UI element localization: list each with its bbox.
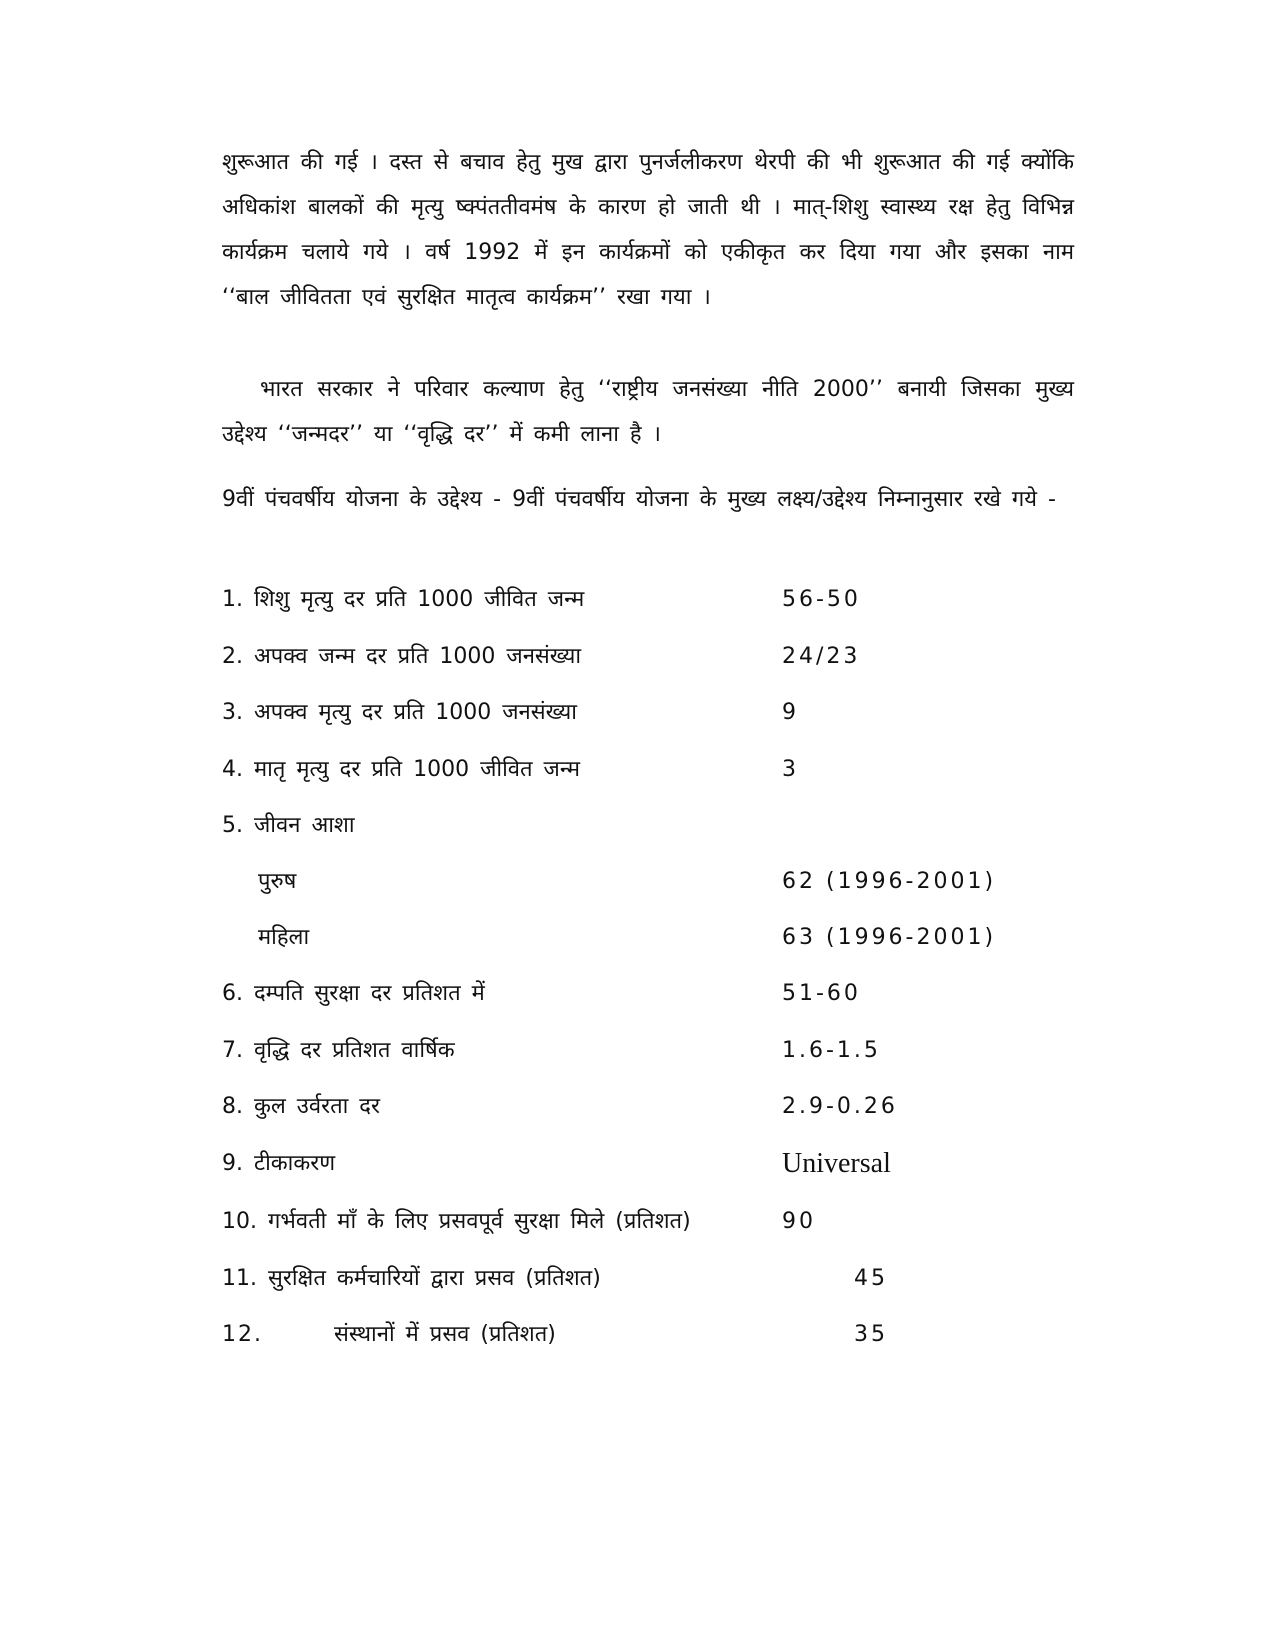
target-row	[222, 1144, 1082, 1184]
target-row	[222, 1202, 1082, 1242]
target-value: 1.6-1.5	[782, 1038, 881, 1063]
target-row	[222, 1087, 1082, 1127]
target-label: महिला	[258, 925, 310, 950]
target-row	[222, 1031, 1082, 1071]
target-label: 4. मातृ मृत्यु दर प्रति 1000 जीवित जन्म	[222, 757, 581, 782]
target-label-text: संस्थानों में प्रसव (प्रतिशत)	[334, 1322, 556, 1347]
target-row	[222, 750, 1082, 790]
plan-objectives-heading: 9वीं पंचवर्षीय योजना के उद्देश्य - 9वीं पंचवर्षीय योजना के मुख्य लक्ष्य/उद्देश्य निम्नानुसार रखे गये -	[222, 487, 1056, 512]
target-label: 7. वृद्धि दर प्रतिशत वार्षिक	[222, 1038, 455, 1063]
target-value: Universal	[782, 1148, 891, 1179]
target-value: 9	[782, 700, 799, 725]
target-row	[222, 580, 1082, 620]
target-label: 9. टीकाकरण	[222, 1151, 336, 1176]
target-value: 51-60	[782, 981, 861, 1006]
target-label: 8. कुल उर्वरता दर	[222, 1094, 380, 1119]
policy-paragraph: भारत सरकार ने परिवार कल्याण हेतु ‘‘राष्ट्रीय जनसंख्या नीति 2000’’ बनायी जिसका मुख्य उद्देश्य ‘‘जन्मदर’’ या ‘‘वृद्धि दर’’ में कमी लाना है ।	[222, 377, 1074, 447]
target-value: 62 (1996-2001)	[782, 869, 997, 894]
target-row	[222, 637, 1082, 677]
target-label: 2. अपक्व जन्म दर प्रति 1000 जनसंख्या	[222, 644, 582, 669]
target-value: 56-50	[782, 587, 861, 612]
target-value: 2.9-0.26	[782, 1094, 898, 1119]
target-row	[222, 1315, 1082, 1355]
target-label: 3. अपक्व मृत्यु दर प्रति 1000 जनसंख्या	[222, 700, 577, 725]
target-value: 63 (1996-2001)	[782, 925, 997, 950]
target-row	[222, 806, 1082, 846]
target-value: 90	[782, 1209, 816, 1234]
target-row	[222, 1259, 1082, 1299]
target-value: 35	[854, 1322, 888, 1347]
target-label: 10. गर्भवती माँ के लिए प्रसवपूर्व सुरक्षा मिले (प्रतिशत)	[222, 1209, 691, 1234]
target-value: 3	[782, 757, 799, 782]
intro-paragraph: शुरूआत की गई । दस्त से बचाव हेतु मुख द्वारा पुनर्जलीकरण थेरपी की भी शुरूआत की गई क्योंकि अधिकांश बालकों की मृत्यु ष्क्पंततीवमंष के कारण हो जाती थी । मात्-शिशु स्वास्थ्य रक्ष हेतु विभिन्न कार्यक्रम चलाये गये । वर्ष 1992 में इन कार्यक्रमों को एकीकृत कर दिया गया और इसका नाम ‘‘बाल जीवितता एवं सुरक्षित मातृत्व कार्यक्रम’’ रखा गया ।	[222, 150, 1074, 310]
target-row	[222, 974, 1082, 1014]
target-row	[258, 862, 1118, 902]
target-label: 11. सुरक्षित कर्मचारियों द्वारा प्रसव (प्रतिशत)	[222, 1266, 601, 1291]
target-label: पुरुष	[258, 869, 297, 894]
target-label: 6. दम्पति सुरक्षा दर प्रतिशत में	[222, 981, 485, 1006]
target-label: 1. शिशु मृत्यु दर प्रति 1000 जीवित जन्म	[222, 587, 585, 612]
target-label: 5. जीवन आशा	[222, 813, 355, 838]
target-label: 12.	[222, 1322, 263, 1347]
target-row	[258, 918, 1118, 958]
target-value: 24/23	[782, 644, 861, 669]
target-row	[222, 693, 1082, 733]
target-value: 45	[854, 1266, 888, 1291]
